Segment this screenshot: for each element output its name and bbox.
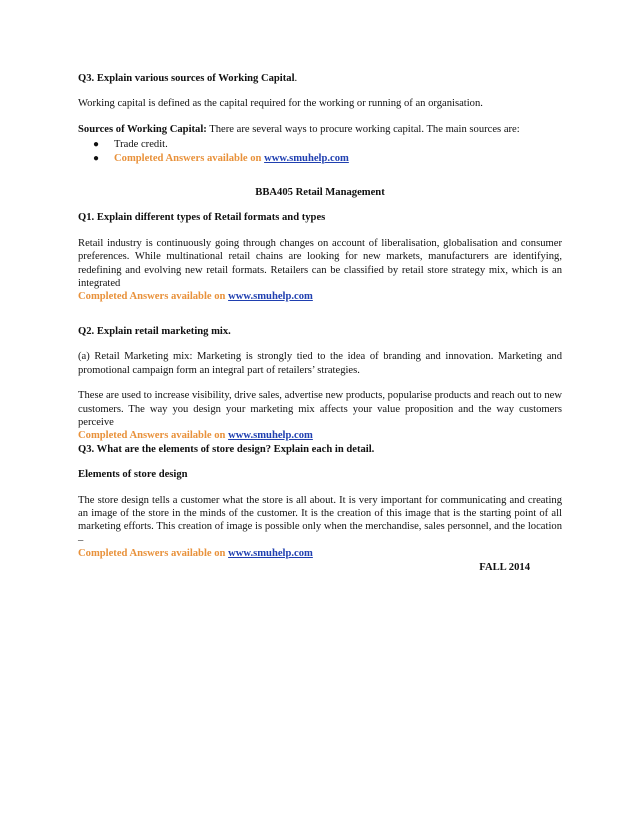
store-design-subheading: Elements of store design — [78, 469, 188, 481]
sources-text: There are several ways to procure working capital. The main sources are: — [206, 123, 520, 135]
smuhelp-link[interactable]: www.smuhelp.com — [228, 548, 313, 560]
term-label: FALL 2014 — [479, 561, 530, 573]
bullet-icon: ● — [93, 152, 100, 164]
working-capital-definition: Working capital is defined as the capital required for the working or running of an organisation. — [78, 98, 483, 110]
heading-text: Q3. Explain various sources of Working Capital — [78, 73, 295, 84]
promo-text: Completed Answers available on — [78, 548, 229, 560]
store-design-paragraph — [78, 494, 562, 561]
paragraph-text: These are used to increase visibility, drive sales, advertise new products, popularise products and reach out to new customers. The way you design your marketing mix affects your value proposition and the way customers perceive — [78, 390, 562, 428]
smuhelp-link[interactable]: www.smuhelp.com — [264, 152, 349, 164]
list-item — [93, 152, 562, 165]
retail-formats-paragraph — [78, 237, 562, 304]
list-item — [93, 138, 562, 151]
paragraph-text: Retail industry is continuously going through changes on account of liberalisation, globalisation and consumer preferences. While multinational retail chains are looking for new markets, manufacturers are identifying, redefining and evolving new retail formats. Retailers can be classified by retail store strategy mix, which is an integrated — [78, 237, 562, 290]
section-heading-retail-formats: Q1. Explain different types of Retail formats and types — [78, 212, 326, 224]
sources-list — [78, 138, 562, 165]
marketing-mix-paragraph-1: (a) Retail Marketing mix: Marketing is strongly tied to the idea of branding and innovation. Marketing and promotional campaign form an integral part of retailers’ strategies. — [78, 351, 562, 376]
section-heading-store-design: Q3. What are the elements of store design? Explain each in detail. — [78, 443, 375, 455]
course-title: BBA405 Retail Management — [255, 187, 385, 199]
smuhelp-link[interactable]: www.smuhelp.com — [228, 291, 313, 303]
promo-text: Completed Answers available on — [78, 291, 229, 303]
bullet-icon: ● — [93, 139, 100, 151]
marketing-mix-paragraph-2 — [78, 389, 562, 443]
sources-label: Sources of Working Capital: — [78, 123, 207, 135]
promo-text: Completed Answers available on — [114, 152, 265, 164]
sources-paragraph — [78, 123, 562, 136]
paragraph-text: The store design tells a customer what the store is all about. It is very important for communicating and creating an image of the store in the minds of the customer. It is the creation of this image that is the starting point of all marketing efforts. This creation of image is possible only when the merchandise, sales personnel, and the location – — [78, 494, 562, 546]
section-heading-working-capital — [78, 72, 562, 85]
document-page — [78, 72, 562, 574]
list-item-text: Trade credit. — [114, 139, 168, 151]
heading-suffix: . — [294, 73, 298, 84]
section-heading-marketing-mix: Q2. Explain retail marketing mix. — [78, 325, 231, 337]
smuhelp-link[interactable]: www.smuhelp.com — [228, 430, 313, 442]
promo-text: Completed Answers available on — [78, 430, 229, 442]
